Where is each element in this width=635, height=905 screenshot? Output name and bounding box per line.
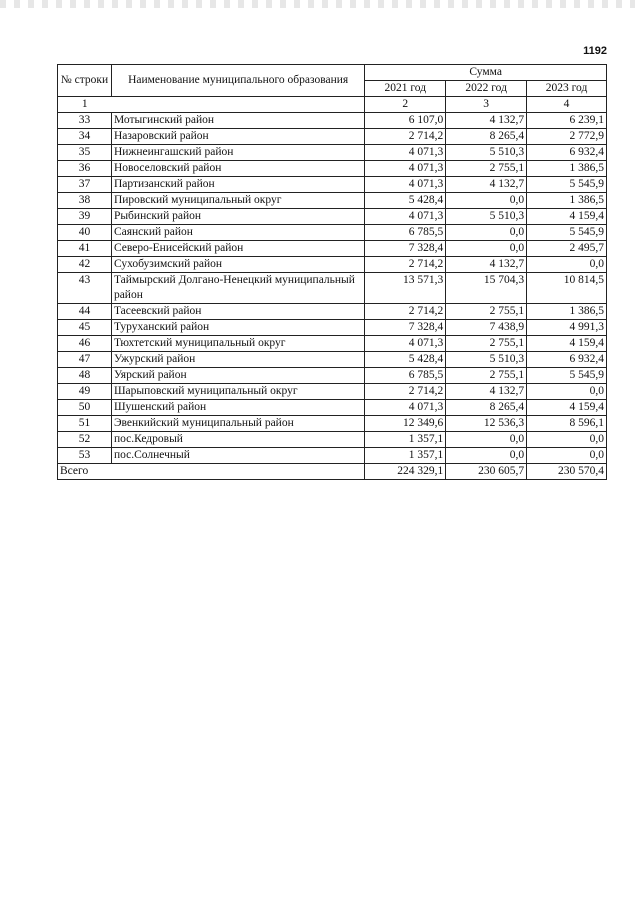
row-value-2022: 4 132,7 (446, 177, 527, 193)
header-sum: Сумма (365, 65, 607, 81)
row-value-2022: 8 265,4 (446, 129, 527, 145)
row-value-2021: 12 349,6 (365, 416, 446, 432)
row-value-2022: 5 510,3 (446, 352, 527, 368)
row-value-2023: 5 545,9 (527, 177, 607, 193)
row-value-2023: 2 495,7 (527, 241, 607, 257)
header-name: Наименование муниципального образования (111, 65, 364, 97)
header-row-number: № строки (58, 65, 112, 97)
row-name: Эвенкийский муниципальный район (111, 416, 364, 432)
col-index-4: 4 (527, 97, 607, 113)
row-name: Саянский район (111, 225, 364, 241)
header-year-2021: 2021 год (365, 81, 446, 97)
row-name: Новоселовский район (111, 161, 364, 177)
row-value-2021: 4 071,3 (365, 145, 446, 161)
row-number: 42 (58, 257, 112, 273)
row-value-2021: 7 328,4 (365, 241, 446, 257)
row-number: 45 (58, 320, 112, 336)
row-value-2021: 13 571,3 (365, 273, 446, 304)
row-value-2022: 0,0 (446, 448, 527, 464)
row-value-2022: 4 132,7 (446, 257, 527, 273)
row-value-2023: 0,0 (527, 384, 607, 400)
row-value-2023: 6 239,1 (527, 113, 607, 129)
row-value-2022: 5 510,3 (446, 145, 527, 161)
table-row (58, 257, 607, 273)
row-value-2023: 0,0 (527, 432, 607, 448)
row-value-2023: 0,0 (527, 448, 607, 464)
row-name: Туруханский район (111, 320, 364, 336)
row-value-2022: 0,0 (446, 241, 527, 257)
row-value-2022: 0,0 (446, 432, 527, 448)
row-name: Мотыгинский район (111, 113, 364, 129)
scan-artifact-top (0, 0, 635, 8)
table-row (58, 129, 607, 145)
row-number: 47 (58, 352, 112, 368)
row-value-2021: 1 357,1 (365, 432, 446, 448)
row-value-2023: 4 159,4 (527, 336, 607, 352)
row-value-2023: 4 159,4 (527, 209, 607, 225)
row-name: Шушенский район (111, 400, 364, 416)
table-row (58, 400, 607, 416)
row-number: 53 (58, 448, 112, 464)
table-body (58, 113, 607, 464)
row-value-2023: 8 596,1 (527, 416, 607, 432)
row-value-2021: 4 071,3 (365, 177, 446, 193)
table-row (58, 416, 607, 432)
row-value-2023: 4 159,4 (527, 400, 607, 416)
row-value-2021: 4 071,3 (365, 336, 446, 352)
row-value-2021: 6 785,5 (365, 368, 446, 384)
row-name: Назаровский район (111, 129, 364, 145)
table-row (58, 193, 607, 209)
row-value-2021: 5 428,4 (365, 352, 446, 368)
row-value-2022: 2 755,1 (446, 161, 527, 177)
row-value-2021: 6 785,5 (365, 225, 446, 241)
row-value-2023: 5 545,9 (527, 225, 607, 241)
row-name: Пировский муниципальный округ (111, 193, 364, 209)
row-number: 52 (58, 432, 112, 448)
row-value-2021: 1 357,1 (365, 448, 446, 464)
row-name: Ужурский район (111, 352, 364, 368)
row-value-2021: 4 071,3 (365, 161, 446, 177)
table-row (58, 209, 607, 225)
table-row (58, 384, 607, 400)
row-value-2022: 2 755,1 (446, 304, 527, 320)
table-row (58, 241, 607, 257)
row-value-2022: 5 510,3 (446, 209, 527, 225)
table-row (58, 368, 607, 384)
row-value-2022: 0,0 (446, 225, 527, 241)
distribution-table (57, 64, 607, 480)
row-name: Нижнеингашский район (111, 145, 364, 161)
row-value-2022: 8 265,4 (446, 400, 527, 416)
row-value-2023: 5 545,9 (527, 368, 607, 384)
row-value-2023: 1 386,5 (527, 161, 607, 177)
row-value-2021: 6 107,0 (365, 113, 446, 129)
row-value-2021: 2 714,2 (365, 129, 446, 145)
row-number: 34 (58, 129, 112, 145)
row-name: Партизанский район (111, 177, 364, 193)
total-label: Всего (58, 464, 365, 480)
row-name: Уярский район (111, 368, 364, 384)
row-value-2022: 2 755,1 (446, 368, 527, 384)
row-value-2021: 5 428,4 (365, 193, 446, 209)
row-value-2022: 2 755,1 (446, 336, 527, 352)
row-name: Тюхтетский муниципальный округ (111, 336, 364, 352)
table-row (58, 113, 607, 129)
row-name: пос.Солнечный (111, 448, 364, 464)
row-value-2021: 7 328,4 (365, 320, 446, 336)
row-name: Шарыповский муниципальный округ (111, 384, 364, 400)
col-index-1-span (111, 97, 364, 113)
table-row (58, 336, 607, 352)
row-value-2023: 10 814,5 (527, 273, 607, 304)
row-number: 39 (58, 209, 112, 225)
row-number: 35 (58, 145, 112, 161)
total-row (58, 464, 607, 480)
row-number: 41 (58, 241, 112, 257)
row-value-2023: 6 932,4 (527, 352, 607, 368)
row-value-2023: 4 991,3 (527, 320, 607, 336)
row-number: 33 (58, 113, 112, 129)
total-2022: 230 605,7 (446, 464, 527, 480)
total-2021: 224 329,1 (365, 464, 446, 480)
total-2023: 230 570,4 (527, 464, 607, 480)
row-value-2021: 2 714,2 (365, 304, 446, 320)
row-number: 36 (58, 161, 112, 177)
header-year-2023: 2023 год (527, 81, 607, 97)
row-number: 50 (58, 400, 112, 416)
row-number: 48 (58, 368, 112, 384)
col-index-3: 3 (446, 97, 527, 113)
row-value-2021: 2 714,2 (365, 384, 446, 400)
row-value-2023: 1 386,5 (527, 304, 607, 320)
row-value-2023: 0,0 (527, 257, 607, 273)
row-name: Таймырский Долгано-Ненецкий муниципальный район (111, 273, 364, 304)
row-number: 37 (58, 177, 112, 193)
row-value-2021: 4 071,3 (365, 209, 446, 225)
table-row (58, 352, 607, 368)
row-value-2022: 4 132,7 (446, 113, 527, 129)
row-value-2023: 6 932,4 (527, 145, 607, 161)
table-row (58, 432, 607, 448)
row-number: 38 (58, 193, 112, 209)
row-value-2023: 1 386,5 (527, 193, 607, 209)
row-value-2021: 4 071,3 (365, 400, 446, 416)
row-value-2021: 2 714,2 (365, 257, 446, 273)
row-number: 46 (58, 336, 112, 352)
table-row (58, 145, 607, 161)
row-number: 40 (58, 225, 112, 241)
row-value-2022: 12 536,3 (446, 416, 527, 432)
table-row (58, 448, 607, 464)
header-year-2022: 2022 год (446, 81, 527, 97)
row-name: Рыбинский район (111, 209, 364, 225)
row-value-2022: 15 704,3 (446, 273, 527, 304)
table-row (58, 177, 607, 193)
table-row (58, 273, 607, 304)
row-number: 49 (58, 384, 112, 400)
table-row (58, 161, 607, 177)
row-number: 44 (58, 304, 112, 320)
col-index-1: 1 (58, 97, 112, 113)
row-name: Тасеевский район (111, 304, 364, 320)
row-name: Сухобузимский район (111, 257, 364, 273)
table-row (58, 225, 607, 241)
table-row (58, 320, 607, 336)
col-index-2: 2 (365, 97, 446, 113)
row-value-2022: 7 438,9 (446, 320, 527, 336)
row-number: 51 (58, 416, 112, 432)
row-number: 43 (58, 273, 112, 304)
table-row (58, 304, 607, 320)
page-number: 1192 (583, 45, 607, 57)
row-name: Северо-Енисейский район (111, 241, 364, 257)
row-value-2022: 4 132,7 (446, 384, 527, 400)
row-value-2023: 2 772,9 (527, 129, 607, 145)
row-value-2022: 0,0 (446, 193, 527, 209)
row-name: пос.Кедровый (111, 432, 364, 448)
